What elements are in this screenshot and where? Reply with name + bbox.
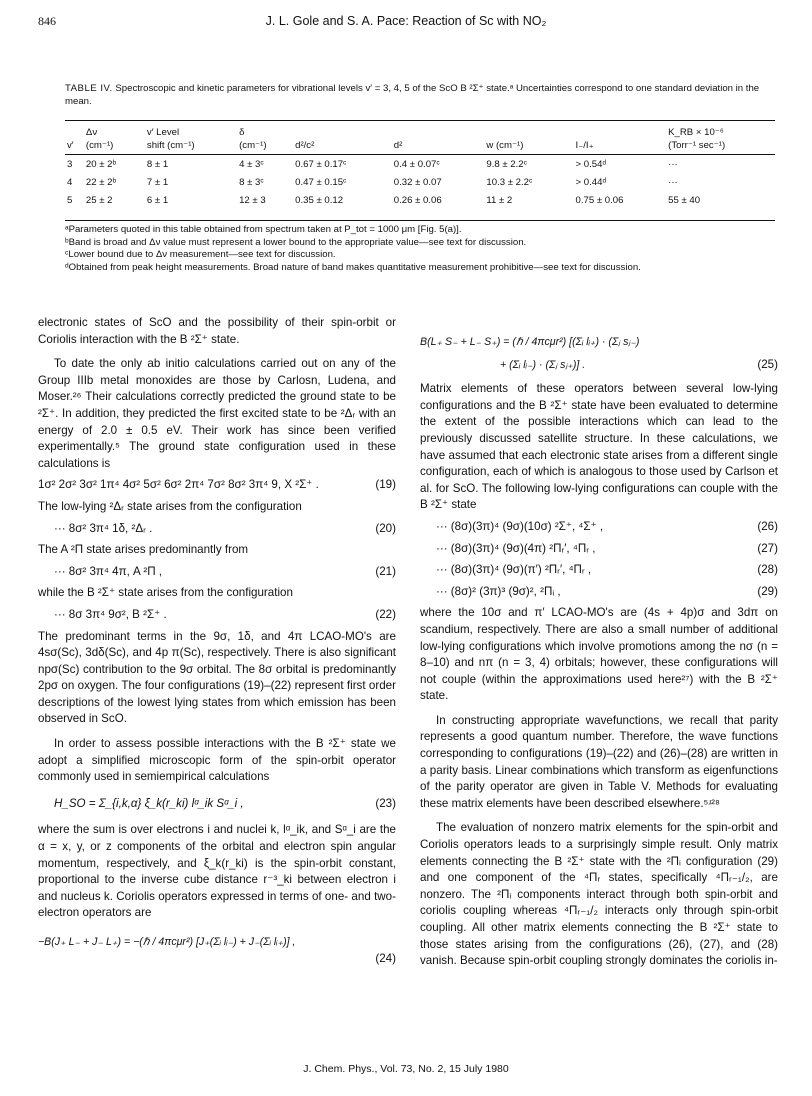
paragraph: The predominant terms in the 9σ, 1δ, and 4π LCAO-MO's are 4sσ(Sc), 3dδ(Sc), and 4p π(Sc), respectively. There is also significant npσ(Sc) contribution to the 9σ orbital. The 8σ orbital is predominantly 2pσ on oxygen. The four configurations (19)–(22) represent first order descriptions of the lowest lying states from which emission has been observed in ScO. <box>38 629 396 726</box>
table-footnotes <box>65 224 785 274</box>
equation-23 <box>38 796 396 813</box>
paragraph: The low-lying ²Δᵣ state arises from the configuration <box>38 499 302 513</box>
equation-number: (28) <box>757 563 778 577</box>
equation-body: 1σ² 2σ² 3σ² 1π⁴ 4σ² 5σ² 6σ² 2π⁴ 7σ² 8σ² 3π⁴ 9, X ²Σ⁺ . <box>38 478 319 492</box>
table-cell: 0.67 ± 0.17ᶜ <box>295 159 347 170</box>
table-header-cell: I₋/I₊ <box>574 139 667 155</box>
parameters-table <box>65 122 775 209</box>
table-header-cell <box>293 122 392 139</box>
equation-21 <box>38 564 396 581</box>
equation-28 <box>420 562 778 579</box>
table-cell: 5 <box>67 195 73 206</box>
table-header-cell: v′ Level <box>146 127 180 138</box>
table-header-cell <box>484 122 573 139</box>
table-cell: 8 ± 3ᶜ <box>239 177 264 188</box>
table-cell: 12 ± 3 <box>239 195 266 206</box>
table-cell: 0.47 ± 0.15ᶜ <box>295 177 347 188</box>
table-cell: 6 ± 1 <box>146 195 169 206</box>
equation-body: ··· (8σ)(3π)⁴ (9σ)(4π) ²Πᵣ′, ⁴Πᵣ , <box>436 541 596 555</box>
equation-22 <box>38 607 396 624</box>
table-header-row <box>65 139 775 155</box>
table-cell: 22 ± 2ᵇ <box>85 177 117 188</box>
table-header-cell: (cm⁻¹) <box>84 139 145 155</box>
table-cell: > 0.44ᵈ <box>575 177 607 188</box>
equation-number: (25) <box>757 357 778 371</box>
equation-body: ··· (8σ)(3π)⁴ (9σ)(π′) ²Πᵣ′, ⁴Πᵣ , <box>436 563 592 577</box>
table-header-cell: K_RB × 10⁻⁶ <box>668 127 724 138</box>
paragraph: The A ²Π state arises predominantly from <box>38 543 249 557</box>
paragraph: In order to assess possible interactions with the B ²Σ⁺ state we adopt a simplified microscopic form of the spin-orbit operator commonly used in semiempirical calculations <box>38 737 396 784</box>
paragraph: electronic states of ScO and the possibility of their spin-orbit or Coriolis interaction with the B ²Σ⁺ state. <box>38 316 396 346</box>
table-top-rule <box>65 120 775 121</box>
footnote-a: ᵃParameters quoted in this table obtained from spectrum taken at P_tot = 1000 μm [Fig. 5(a)]. <box>65 224 462 235</box>
table-header-cell: (cm⁻¹) <box>237 139 293 155</box>
table-header-cell: (Torr⁻¹ sec⁻¹) <box>666 139 775 155</box>
table-header-cell <box>392 122 485 139</box>
table-header-cell <box>574 122 667 139</box>
table-cell: 0.32 ± 0.07 <box>393 177 442 188</box>
equation-body: ··· 8σ 3π⁴ 9σ², B ²Σ⁺ . <box>54 607 167 621</box>
table-header-cell: Δν <box>85 127 98 138</box>
equation-29 <box>420 584 778 601</box>
equation-number: (19) <box>375 478 396 492</box>
paragraph: The evaluation of nonzero matrix elements for the spin-orbit and Coriolis operators leads to a surprisingly simple result. Only matrix elements connecting the B ²Σ⁺ state with the ²Πᵢ configuration (29) and one component of the ⁴Πᵣ states, specifically ⁴Πᵣ₋₁/₂, are nonzero. The ²Πᵢ components interact through both spin-orbit and coriolis coupling whereas ⁴Πᵣ₋₁/₂ interacts only through spin-orbit coupling. All other matrix elements connecting the B ²Σ⁺ state to those states arising from the configurations (26), (27), and (28) vanish. Because spin-orbit coupling strongly dominates the coriolis in- <box>420 821 778 968</box>
paragraph: Matrix elements of these operators between several low-lying configurations and the B ²Σ⁺ state have been evaluated to determine the extent of the possible interactions which can lead to the previously discussed satellite structure. In these calculations, we have assumed that each electronic state arises from a different single configuration, each of which is analogous to those used by Carlson et al. for ScO. The following low-lying configurations can couple with the B ²Σ⁺ state <box>420 382 778 512</box>
paragraph: To date the only ab initio calculations carried out on any of the Group IIIb metal monoxides are those by Carlosn, Ludena, and Moser.²⁶ Their calculations correctly predicted the ground state to be ²Σ⁺. In addition, they predicted the first excited state to be ²Δᵣ with an energy of 2.0 ± 0.5 eV. Their work has since been verified experimentally.⁵ The ground state configuration used in these calculations is <box>38 357 396 470</box>
equation-body: ··· (8σ)² (3π)³ (9σ)², ²Πᵢ , <box>436 584 561 598</box>
table-cell: ··· <box>668 159 678 170</box>
table-cell: 0.35 ± 0.12 <box>295 195 344 206</box>
table-row <box>65 191 775 209</box>
equation-number: (23) <box>375 796 396 810</box>
paragraph: where the sum is over electrons i and nuclei k, lᵅ_ik, and Sᵅ_i are the α = x, y, or z components of the orbital and electron spin angular momentum, respectively, and ξ_k(r_ki) is the spin-orbit constant, proportional to the inverse cube distance r⁻³_ki between electron i and nucleus k. Coriolis operators expressed in terms of one- and two-electron operators are <box>38 823 396 920</box>
equation-25-line1: B(L₊ S₋ + L₋ S₊) = (ℏ / 4πcμr²) [(Σᵢ lᵢ₊) · (Σⱼ sⱼ₋) <box>420 336 640 348</box>
table-cell: 10.3 ± 2.2ᶜ <box>486 177 533 188</box>
table-header-cell: δ <box>239 127 245 138</box>
equation-25 <box>420 357 778 374</box>
table-header-cell: shift (cm⁻¹) <box>145 139 237 155</box>
footnote-b: ᵇBand is broad and Δν value must represent a lower bound to the appropriate value—see text for discussion. <box>65 236 527 248</box>
table-header-cell <box>65 122 84 139</box>
table-header-cell: v′ <box>65 139 84 155</box>
table-caption <box>65 82 785 108</box>
table-header-row <box>65 122 775 139</box>
equation-number: (20) <box>375 521 396 535</box>
equation-body: H_SO = Σ_{i,k,α} ξ_k(r_ki) lᵅ_ik Sᵅ_i , <box>54 796 244 810</box>
table-cell: 7 ± 1 <box>146 177 169 188</box>
left-column <box>38 315 396 967</box>
table-cell: 4 ± 3ᶜ <box>239 159 264 170</box>
equation-24 <box>38 934 396 951</box>
running-title: J. L. Gole and S. A. Pace: Reaction of Sc with NO₂ <box>265 14 547 28</box>
table-header-cell: d²/c² <box>293 139 392 155</box>
paragraph: In constructing appropriate wavefunctions, we recall that parity represents a good quantum number. Therefore, the wave functions corresponding to configurations (19)–(22) and (26)–(28) are written in a parity basis. Linear combinations which transform as eigenfunctions of the parity operator are given in Table V. Methods for evaluating these matrix elements have been described elsewhere.⁵ʴ²⁸ <box>420 713 778 810</box>
table-row <box>65 173 775 191</box>
table-cell: 11 ± 2 <box>486 195 513 206</box>
equation-26 <box>420 519 778 536</box>
footnote-c: ᶜLower bound due to Δν measurement—see text for discussion. <box>65 249 336 260</box>
table-cell: 4 <box>67 177 73 188</box>
table-cell: 20 ± 2ᵇ <box>85 159 117 170</box>
equation-body: + (Σᵢ lᵢ₋) · (Σⱼ sⱼ₊)] . <box>500 358 586 371</box>
journal-footer: J. Chem. Phys., Vol. 73, No. 2, 15 July 1980 <box>303 1063 509 1075</box>
equation-27 <box>420 541 778 558</box>
table-header-cell: d² <box>392 139 485 155</box>
table-row <box>65 155 775 174</box>
equation-number: (22) <box>375 607 396 621</box>
equation-number: (29) <box>757 584 778 598</box>
equation-number: (27) <box>757 541 778 555</box>
table-cell: 25 ± 2 <box>85 195 113 206</box>
equation-body: ··· 8σ² 3π⁴ 1δ, ²Δᵣ . <box>54 521 153 535</box>
table-cell: 0.75 ± 0.06 <box>575 195 624 206</box>
table-cell: 0.26 ± 0.06 <box>393 195 442 206</box>
equation-number: (26) <box>757 519 778 533</box>
equation-body: −B(J₊ L₋ + J₋ L₊) = −(ℏ / 4πcμr²) [J₊(Σᵢ lᵢ₋) + J₋(Σᵢ lᵢ₊)] , <box>38 936 296 948</box>
table-label: TABLE IV. <box>65 83 113 94</box>
equation-20 <box>38 521 396 538</box>
table-cell: 55 ± 40 <box>668 195 701 206</box>
paragraph: where the 10σ and π′ LCAO-MO's are (4s + 4p)σ and 3dπ on scandium, respectively. There are also a small number of additional low-lying configurations which involve promotions among the nσ (n = 8–10) and nπ (n = 3, 4) orbitals; however, these configurations will not couple (within the approximations used here²⁷) with the B ²Σ⁺ state. <box>420 606 778 703</box>
table-cell: 0.4 ± 0.07ᶜ <box>393 159 440 170</box>
page-number: 846 <box>38 14 56 28</box>
table-caption-text: Spectroscopic and kinetic parameters for vibrational levels v′ = 3, 4, 5 of the ScO B ²Σ⁺ state.ᵃ Uncertainties correspond to one standard deviation in the mean. <box>65 83 760 107</box>
equation-number: (24) <box>375 951 396 965</box>
equation-body: ··· (8σ)(3π)⁴ (9σ)(10σ) ²Σ⁺, ⁴Σ⁺ , <box>436 519 604 533</box>
right-column <box>420 334 778 970</box>
table-cell: ··· <box>668 177 678 188</box>
table-header-cell: w (cm⁻¹) <box>484 139 573 155</box>
table-bottom-rule <box>65 220 775 221</box>
paragraph: while the B ²Σ⁺ state arises from the configuration <box>38 586 293 600</box>
table-cell: 9.8 ± 2.2ᶜ <box>486 159 528 170</box>
table-cell: > 0.54ᵈ <box>575 159 607 170</box>
equation-number: (21) <box>375 564 396 578</box>
table-cell: 3 <box>67 159 73 170</box>
footnote-d: ᵈObtained from peak height measurements. Broad nature of band makes quantitative measurement prohibitive—see text for discussion. <box>65 261 641 273</box>
equation-body: ··· 8σ² 3π⁴ 4π, A ²Π , <box>54 564 163 578</box>
equation-19 <box>38 477 396 494</box>
table-cell: 8 ± 1 <box>146 159 169 170</box>
